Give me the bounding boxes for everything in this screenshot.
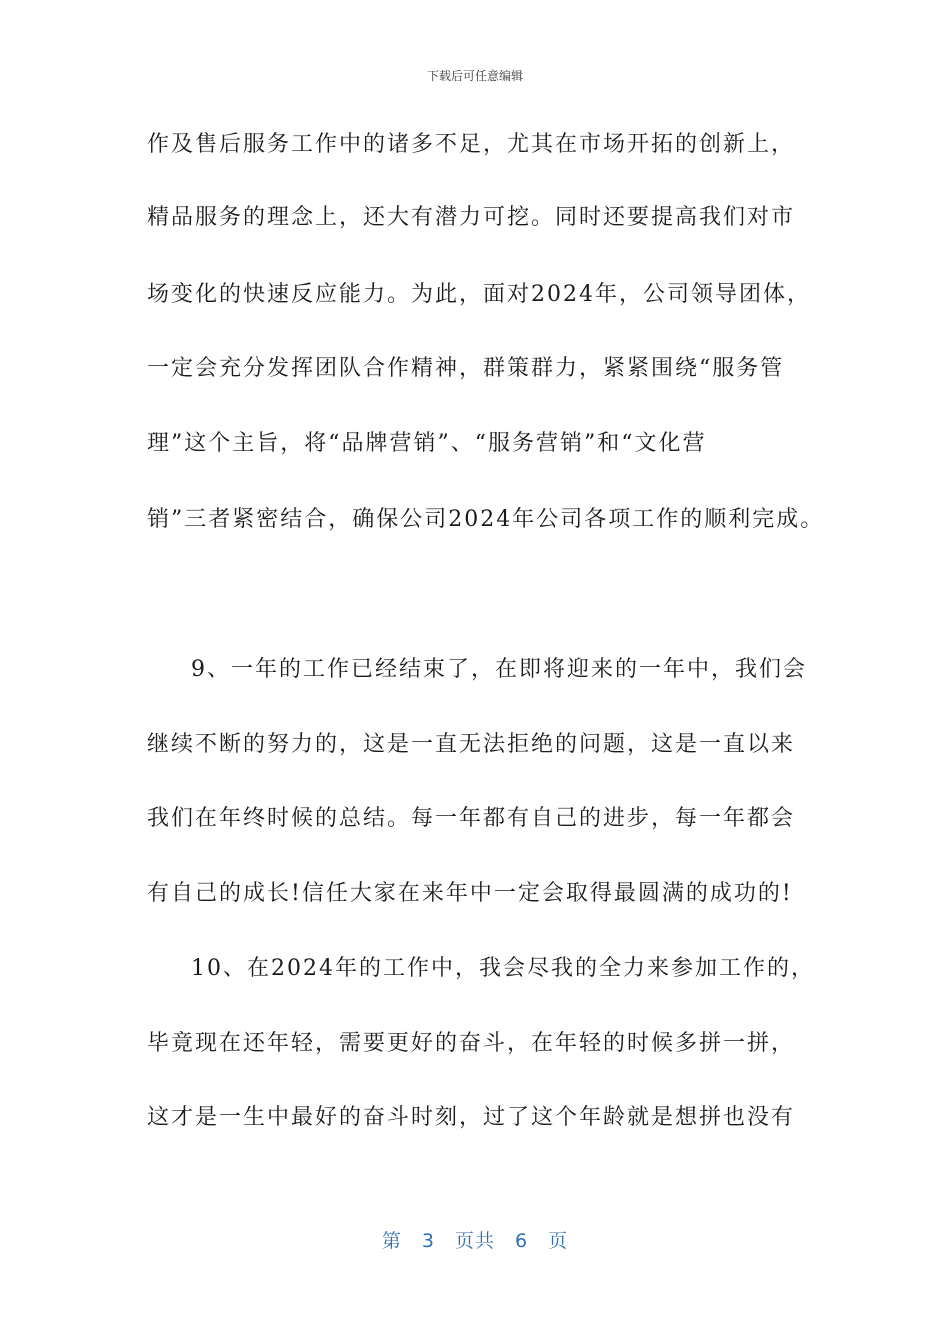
text-line: 我们在年终时候的总结。每一年都有自己的进步，每一年都会 xyxy=(147,806,796,831)
footer-suffix: 页 xyxy=(548,1230,569,1252)
text-line: 场变化的快速反应能力。为此，面对2024年，公司领导团体， xyxy=(147,282,811,307)
text-line: 理”这个主旨，将“品牌营销”、“服务营销”和“文化营 xyxy=(147,431,707,456)
paragraph-start-line: 9、一年的工作已经结束了，在即将迎来的一年中，我们会 xyxy=(191,657,807,682)
paragraph-start-line: 10、在2024年的工作中，我会尽我的全力来参加工作的， xyxy=(191,956,815,981)
header-note: 下载后可任意编辑 xyxy=(426,69,523,83)
text-line: 毕竟现在还年轻，需要更好的奋斗，在年轻的时候多拼一拼， xyxy=(147,1031,796,1056)
text-line: 有自己的成长!信任大家在来年中一定会取得最圆满的成功的! xyxy=(147,881,793,906)
text-line: 销”三者紧密结合，确保公司2024年公司各项工作的顺利完成。 xyxy=(147,507,825,532)
text-line: 作及售后服务工作中的诸多不足，尤其在市场开拓的创新上， xyxy=(147,132,796,157)
text-line: 这才是一生中最好的奋斗时刻，过了这个年龄就是想拼也没有 xyxy=(147,1105,796,1130)
total-pages-number: 6 xyxy=(515,1230,529,1252)
current-page-number: 3 xyxy=(421,1230,435,1252)
text-line: 一定会充分发挥团队合作精神，群策群力，紧紧围绕“服务管 xyxy=(147,356,785,381)
text-line: 继续不断的努力的，这是一直无法拒绝的问题，这是一直以来 xyxy=(147,732,796,757)
footer-middle: 页共 xyxy=(454,1230,495,1252)
footer-prefix: 第 xyxy=(381,1230,402,1252)
page-footer xyxy=(0,1226,950,1253)
text-line: 精品服务的理念上，还大有潜力可挖。同时还要提高我们对市 xyxy=(147,205,796,230)
